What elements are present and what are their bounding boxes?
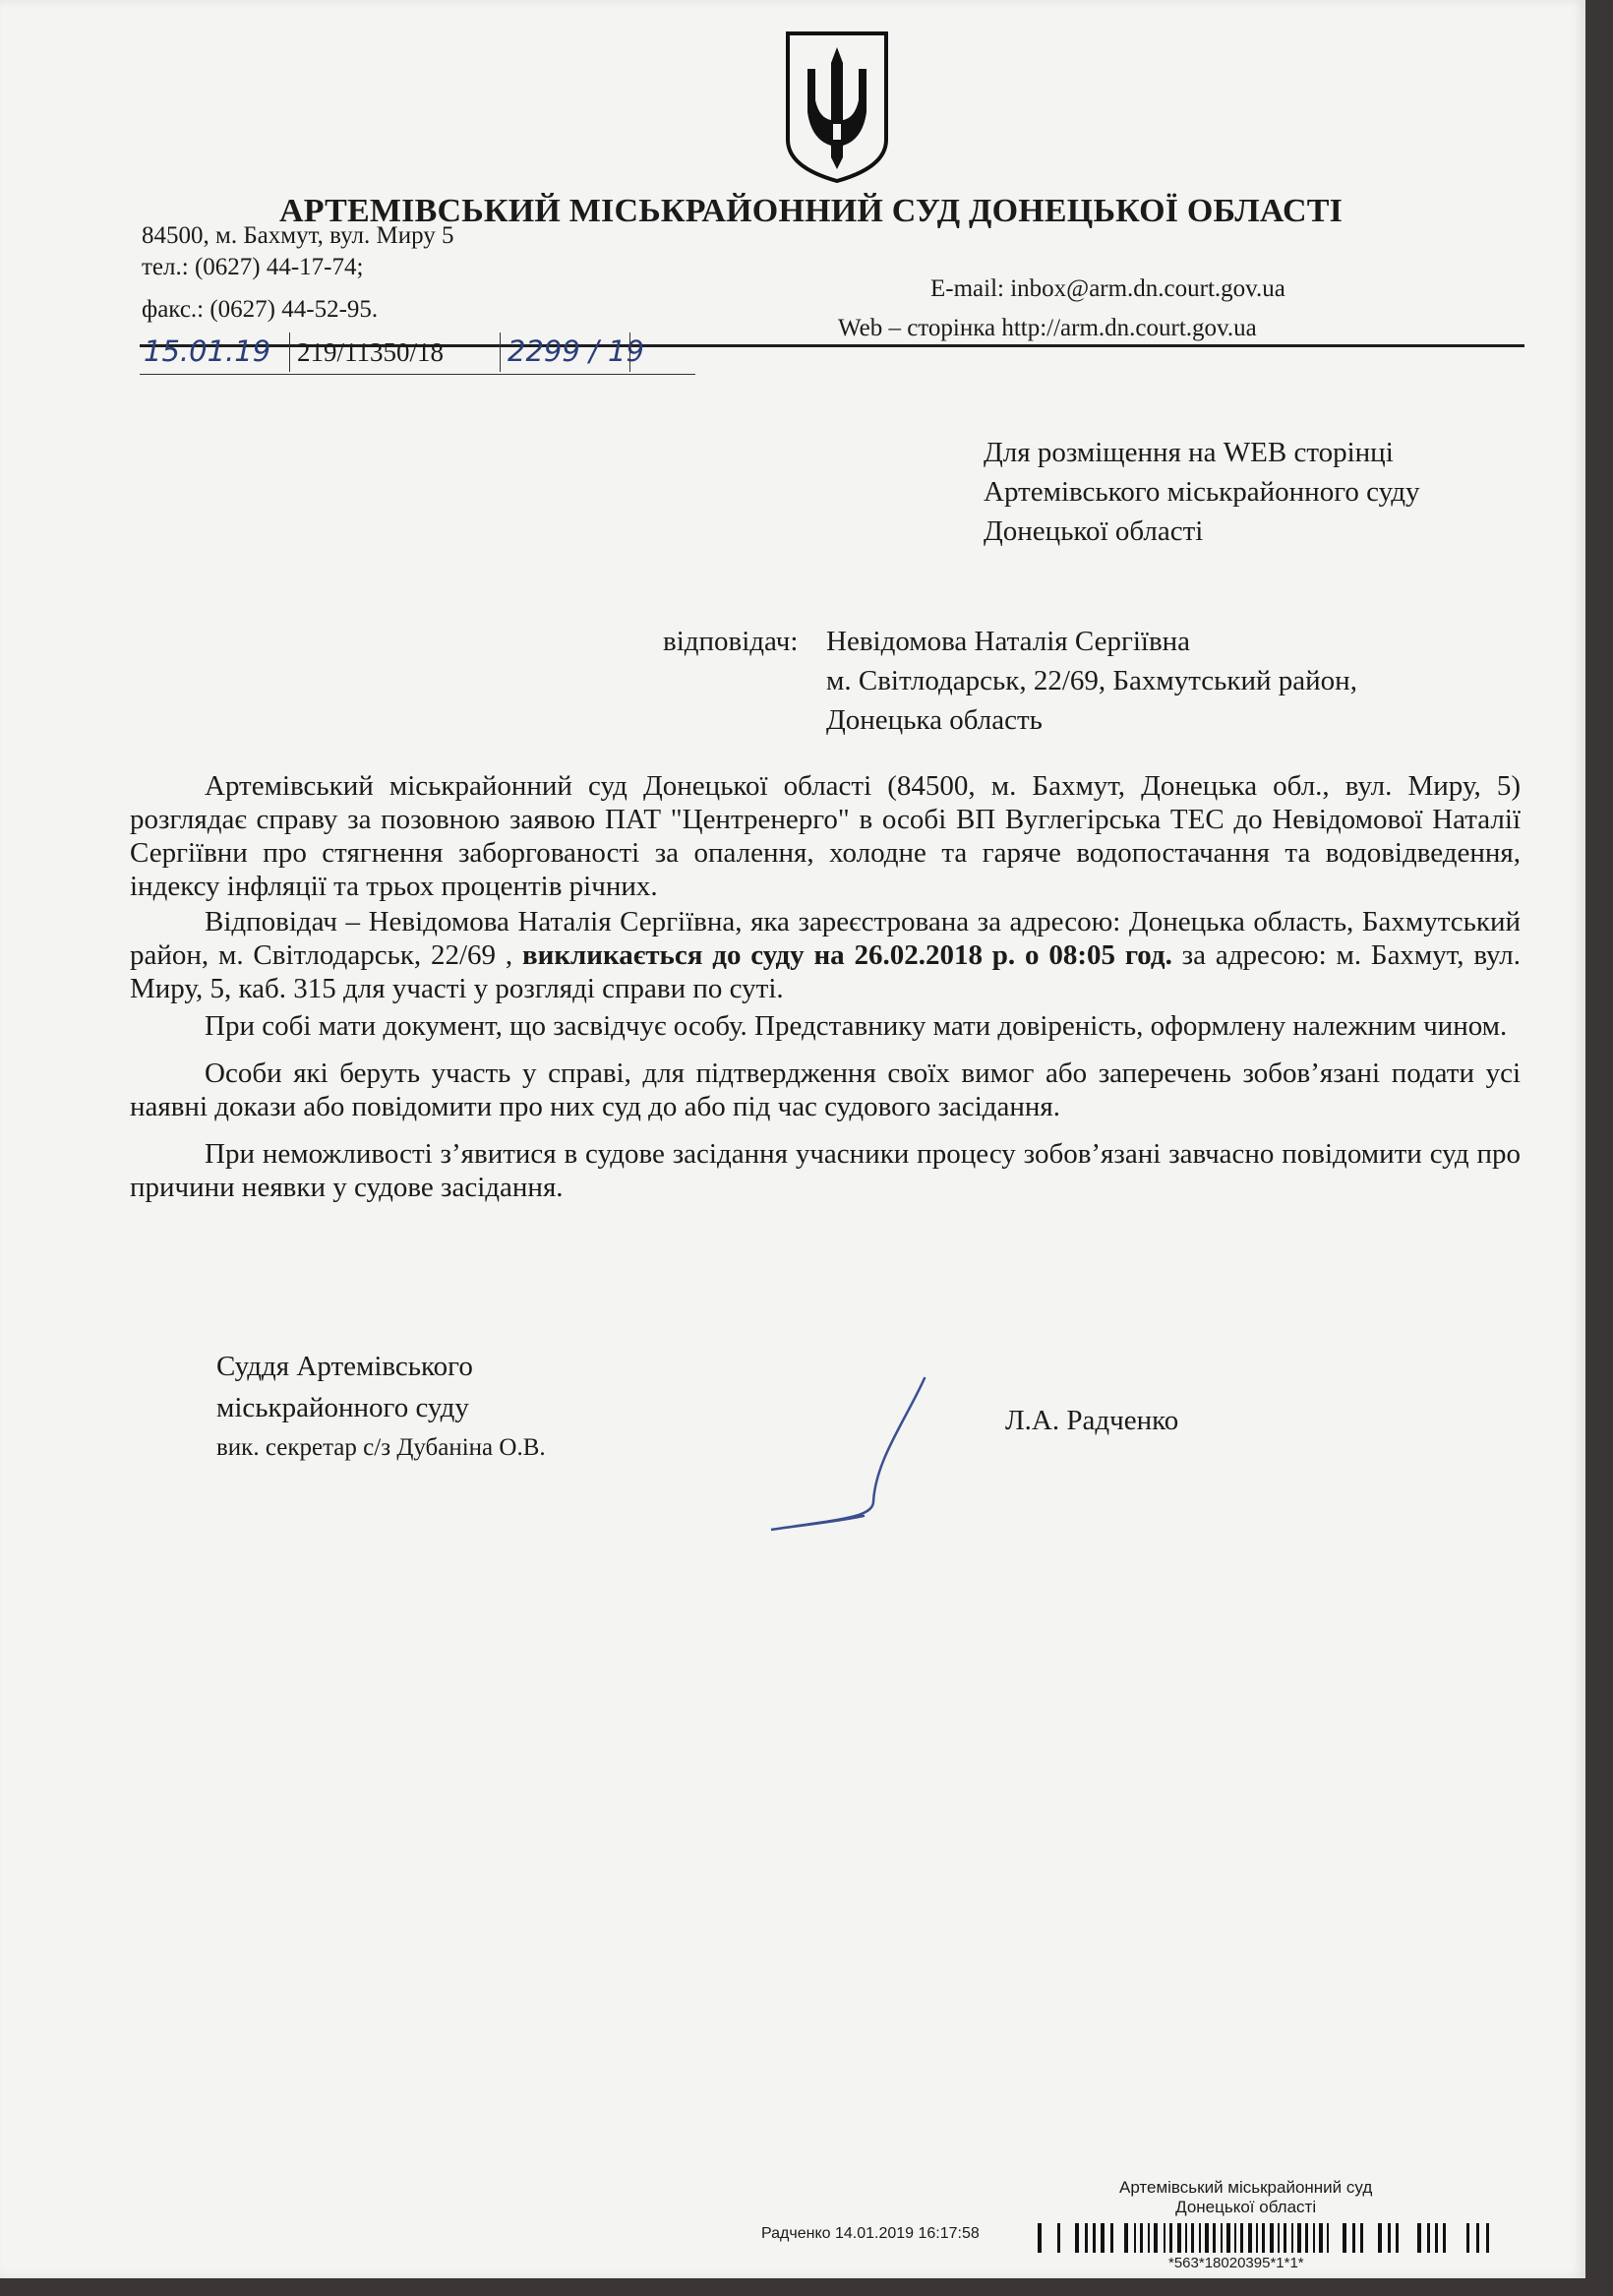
defendant-name: Невідомова Наталія Сергіївна: [826, 626, 1191, 657]
body-paragraph: При неможливості з’явитися в судове засідання учасники процесу зобов’язані завчасно повідомити суд про причини неявки у судове засідання.: [130, 1138, 1521, 1203]
footer-organization: Артемівський міськрайонний суд Донецької області: [1119, 2178, 1373, 2216]
defendant-label: відповідач:: [663, 626, 799, 657]
summons-date-time: викликається до суду на 26.02.2018 р. о 08:05 год.: [521, 939, 1172, 971]
handwritten-signature-icon: [757, 1372, 934, 1540]
recipient-line: Для розміщення на WEB сторінці: [984, 437, 1394, 468]
print-stamp: Радченко 14.01.2019 16:17:58: [761, 2225, 980, 2242]
court-fax: факс.: (0627) 44-52-95.: [142, 296, 379, 323]
body-paragraph: При собі мати документ, що засвідчує особу. Представнику мати довіреність, оформлену належним чином.: [205, 1010, 1508, 1042]
defendant-address: м. Світлодарськ, 22/69, Бахмутський район,: [826, 665, 1357, 696]
body-paragraph: Відповідач – Невідомова Наталія Сергіївна, яка зареєстрована за адресою: Донецька область, Бахмутський район, м. Світлодарськ, 22/69 , викликається до суду на 26.02.2018 р. о 08:05 год. за адресою: м. Бахмут, вул. Миру, 5, каб. 315 для участі у розгляді справи по суті.: [130, 906, 1522, 1004]
notice-body: [130, 769, 1521, 1204]
recipient-block: [984, 433, 1420, 551]
barcode-text: *563*18020395*1*1*: [1168, 2255, 1304, 2271]
secretary-name: вик. секретар с/з Дубаніна О.В.: [216, 1434, 546, 1461]
case-number: 219/11350/18: [297, 337, 445, 367]
court-website: Web – сторінка http://arm.dn.court.gov.ua: [838, 315, 1257, 341]
court-phone: тел.: (0627) 44-17-74;: [142, 254, 364, 280]
court-address: 84500, м. Бахмут, вул. Миру 5: [142, 222, 454, 249]
registration-date-handwritten: 15.01.19: [144, 334, 271, 368]
judge-name: Л.А. Радченко: [1005, 1405, 1179, 1436]
coat-of-arms-icon: [782, 30, 892, 185]
recipient-line: Артемівського міськрайонного суду: [984, 476, 1420, 508]
judge-position: Суддя Артемівського міськрайонного суду: [216, 1351, 473, 1423]
defendant-block: [826, 622, 1357, 740]
court-name-heading: АРТЕМІВСЬКИЙ МІСЬКРАЙОННИЙ СУД ДОНЕЦЬКОЇ ОБЛАСТІ: [279, 193, 1344, 229]
body-paragraph: Артемівський міськрайонний суд Донецької області (84500, м. Бахмут, Донецька обл., вул. Миру, 5) розглядає справу за позовною заявою ПАТ "Центренерго" в особі ВП Вуглегірська ТЕС до Невідомової Наталії Сергіївни про стягнення заборгованості за опалення, холодне та гаряче водопостачання та водовідведення, індексу інфляції та трьох процентів річних.: [130, 770, 1521, 902]
body-paragraph: Особи які беруть участь у справі, для підтвердження своїх вимог або заперечень зобов’язані подати усі наявні докази або повідомити про них суд до або під час судового засідання.: [130, 1057, 1521, 1122]
defendant-address: Донецька область: [826, 704, 1043, 736]
outgoing-number-handwritten: 2299 / 19: [508, 334, 644, 368]
barcode-icon: [1036, 2221, 1498, 2255]
recipient-line: Донецької області: [984, 515, 1204, 547]
court-email: E-mail: inbox@arm.dn.court.gov.ua: [930, 275, 1285, 302]
